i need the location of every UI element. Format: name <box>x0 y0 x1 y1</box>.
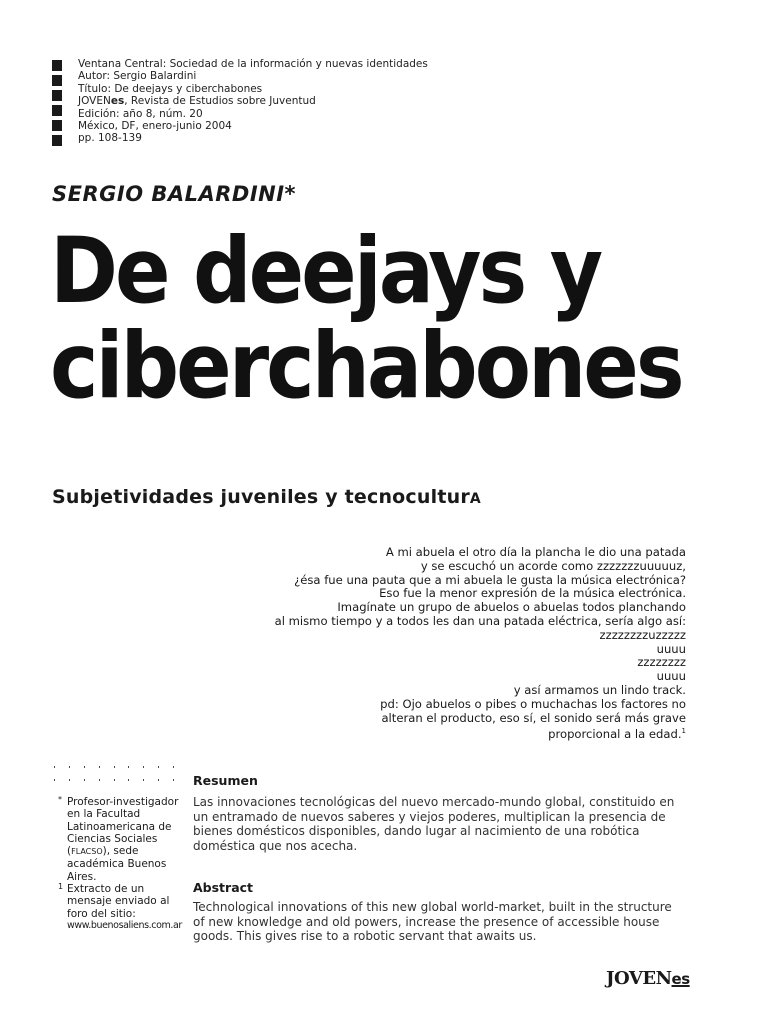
subtitle-main: Subjetividades juveniles y tecnocultur <box>52 486 470 508</box>
resumen-heading: Resumen <box>193 773 258 788</box>
journal-suffix: , Revista de Estudios sobre Juventud <box>124 95 316 108</box>
footnote-mark: * <box>58 795 62 804</box>
epigraph-line: y se escuchó un acorde como zzzzzzzuuuuuz, <box>420 558 686 573</box>
epigraph-line: y así armamos un lindo track. <box>513 682 686 697</box>
title-line-2: ciberchabones <box>50 314 682 419</box>
epigraph-last-line <box>226 725 686 742</box>
logo-main: JOVEN <box>606 968 672 989</box>
footnote-text: Profesor-investigador en la Facultad Latinoamericana de Ciencias Sociales ( <box>67 796 179 858</box>
dotted-separator <box>54 766 174 770</box>
footnote-author <box>56 796 181 883</box>
footnote-text: Extracto de un mensaje enviado al foro del sitio: <box>67 883 170 920</box>
epigraph-line: ¿ésa fue una pauta que a mi abuela le gusta la música electrónica? <box>294 572 686 587</box>
title-line-1: De deejays y <box>50 219 601 324</box>
meta-author: Autor: Sergio Balardini <box>78 70 197 83</box>
epigraph <box>226 546 686 742</box>
footnote-mark: 1 <box>58 882 64 892</box>
journal-prefix: JOVEN <box>78 95 111 108</box>
journal-bold: es <box>110 95 125 108</box>
epigraph-line: Imagínate un grupo de abuelos o abuelas todos planchando <box>337 600 686 615</box>
epigraph-line: pd: Ojo abuelos o pibes o muchachas los factores no <box>380 696 686 711</box>
abstract-text: Technological innovations of this new global world-market, built in the structure of new knowledge and old powers, increase the presence of accessible house goods. This gives rise to a robotic servant that awaits us. <box>193 900 672 944</box>
epigraph-line: proporcional a la edad. <box>548 727 682 742</box>
epigraph-line: uuuu <box>656 669 686 684</box>
epigraph-line: A mi abuela el otro día la plancha le dio una patada <box>385 545 686 559</box>
publication-metadata <box>78 58 428 145</box>
dotted-separator <box>54 779 174 783</box>
epigraph-line: zzzzzzzz <box>637 655 686 670</box>
footnotes <box>56 796 181 932</box>
meta-section: Ventana Central: Sociedad de la información y nuevas identidades <box>78 58 428 70</box>
meta-place-date: México, DF, enero-junio 2004 <box>78 120 232 133</box>
epigraph-line: zzzzzzzzuzzzzz <box>599 627 686 642</box>
footnote-text: ), sede académica Buenos Aires. <box>67 845 167 883</box>
subtitle-last-letter: A <box>469 491 481 507</box>
epigraph-line: al mismo tiempo y a todos les dan una patada eléctrica, sería algo así: <box>274 613 686 628</box>
meta-journal <box>78 95 428 107</box>
journal-logo <box>606 968 690 989</box>
footnote-ref[interactable]: 1 <box>681 727 686 736</box>
article-subtitle <box>52 486 481 508</box>
article-author: SERGIO BALARDINI* <box>52 182 297 206</box>
abstract-heading: Abstract <box>193 880 254 895</box>
footnote-link[interactable]: www.buenosaliens.com.ar <box>67 919 182 931</box>
meta-title: Título: De deejays y ciberchabones <box>78 82 263 95</box>
header-marker-bars <box>52 60 62 152</box>
epigraph-line: uuuu <box>656 641 686 656</box>
logo-suffix: es <box>671 970 690 988</box>
meta-pages: pp. 108-139 <box>78 132 142 145</box>
footnote-abbr: FLACSO <box>71 847 103 857</box>
resumen-text: Las innovaciones tecnológicas del nuevo mercado-mundo global, constituido en un entramado de nuevos saberes y viejos poderes, multiplican la presencia de bienes domésticos disponibles, dando lugar al nacimiento de una robótica doméstica que nos acecha. <box>193 795 675 853</box>
meta-edition: Edición: año 8, núm. 20 <box>78 107 203 120</box>
footnote-source <box>56 883 181 932</box>
epigraph-line: alteran el producto, eso sí, el sonido será más grave <box>381 710 686 725</box>
article-title <box>50 219 682 419</box>
epigraph-line: Eso fue la menor expresión de la música electrónica. <box>379 586 686 601</box>
